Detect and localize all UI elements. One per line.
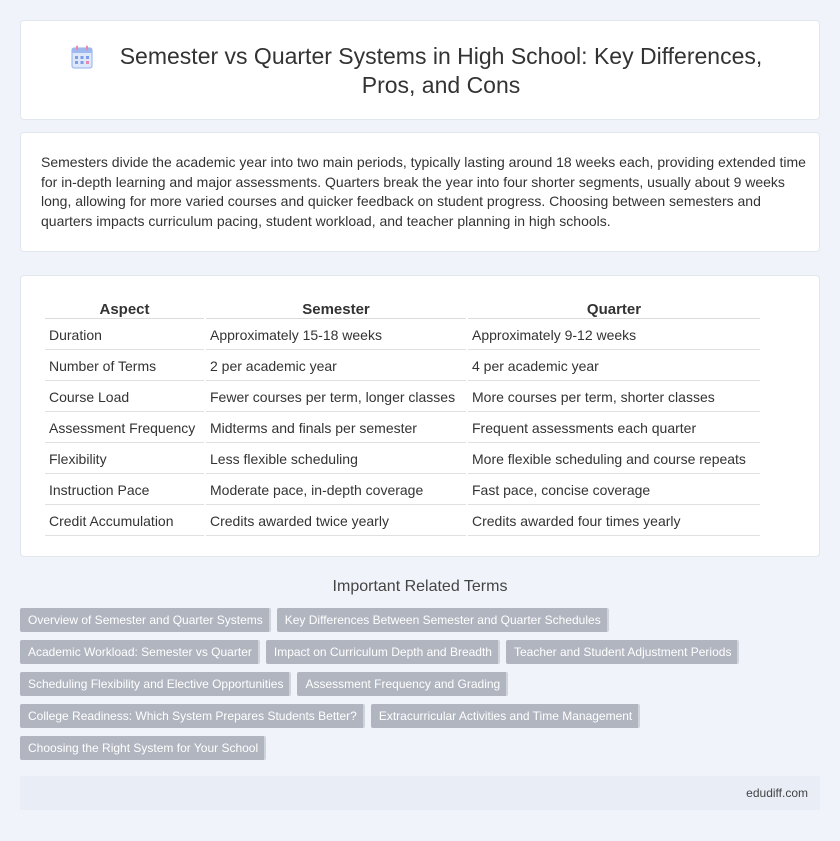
related-term-link[interactable]: Extracurricular Activities and Time Management: [371, 704, 640, 728]
header-quarter: Quarter: [468, 297, 760, 319]
cell-semester: Moderate pace, in-depth coverage: [206, 476, 466, 505]
related-term-link[interactable]: College Readiness: Which System Prepares Students Better?: [20, 704, 365, 728]
header-aspect: Aspect: [45, 297, 204, 319]
table-row: [45, 476, 760, 505]
cell-semester: Less flexible scheduling: [206, 445, 466, 474]
cell-aspect: Flexibility: [45, 445, 204, 474]
related-term-link[interactable]: Choosing the Right System for Your School: [20, 736, 266, 760]
cell-quarter: Fast pace, concise coverage: [468, 476, 760, 505]
page-title: Semester vs Quarter Systems in High School: Key Differences, Pros, and Cons: [119, 43, 763, 98]
intro-paragraph: Semesters divide the academic year into two main periods, typically lasting around 18 weeks each, providing extended time for in-depth learning and major assessments. Quarters break the year into four shorter segments, usually about 9 weeks long, allowing for more varied courses and quicker feedback on student progress. Choosing between semesters and quarters impacts curriculum pacing, student workload, and teacher planning in high schools.: [41, 154, 806, 229]
footer: [20, 776, 820, 810]
cell-aspect: Course Load: [45, 383, 204, 412]
header: [21, 21, 821, 121]
related-term-link[interactable]: Assessment Frequency and Grading: [297, 672, 508, 696]
cell-quarter: Frequent assessments each quarter: [468, 414, 760, 443]
comparison-table: [43, 295, 762, 538]
cell-semester: Fewer courses per term, longer classes: [206, 383, 466, 412]
cell-quarter: More courses per term, shorter classes: [468, 383, 760, 412]
cell-quarter: 4 per academic year: [468, 352, 760, 381]
cell-quarter: More flexible scheduling and course repeats: [468, 445, 760, 474]
cell-semester: Midterms and finals per semester: [206, 414, 466, 443]
header-semester: Semester: [206, 297, 466, 319]
related-term-link[interactable]: Scheduling Flexibility and Elective Opportunities: [20, 672, 291, 696]
cell-aspect: Duration: [45, 321, 204, 350]
table-header-row: [45, 297, 760, 319]
cell-quarter: Credits awarded four times yearly: [468, 507, 760, 536]
table-row: [45, 321, 760, 350]
comparison-card: [20, 275, 820, 557]
table-row: [45, 414, 760, 443]
cell-aspect: Assessment Frequency: [45, 414, 204, 443]
cell-aspect: Number of Terms: [45, 352, 204, 381]
header-card: [20, 20, 820, 120]
cell-quarter: Approximately 9-12 weeks: [468, 321, 760, 350]
related-term-link[interactable]: Overview of Semester and Quarter Systems: [20, 608, 271, 632]
related-terms-title: Important Related Terms: [332, 578, 508, 595]
cell-semester: Approximately 15-18 weeks: [206, 321, 466, 350]
cell-aspect: Instruction Pace: [45, 476, 204, 505]
table-row: [45, 507, 760, 536]
related-term-link[interactable]: Key Differences Between Semester and Quarter Schedules: [277, 608, 609, 632]
related-term-link[interactable]: Teacher and Student Adjustment Periods: [506, 640, 739, 664]
related-term-link[interactable]: Academic Workload: Semester vs Quarter: [20, 640, 260, 664]
related-terms-list: [20, 608, 820, 760]
calendar-icon: [71, 45, 93, 69]
related-term-link[interactable]: Impact on Curriculum Depth and Breadth: [266, 640, 500, 664]
cell-semester: 2 per academic year: [206, 352, 466, 381]
table-row: [45, 352, 760, 381]
table-row: [45, 383, 760, 412]
table-row: [45, 445, 760, 474]
cell-aspect: Credit Accumulation: [45, 507, 204, 536]
intro-card: [20, 132, 820, 252]
footer-site: edudiff.com: [746, 786, 808, 800]
cell-semester: Credits awarded twice yearly: [206, 507, 466, 536]
